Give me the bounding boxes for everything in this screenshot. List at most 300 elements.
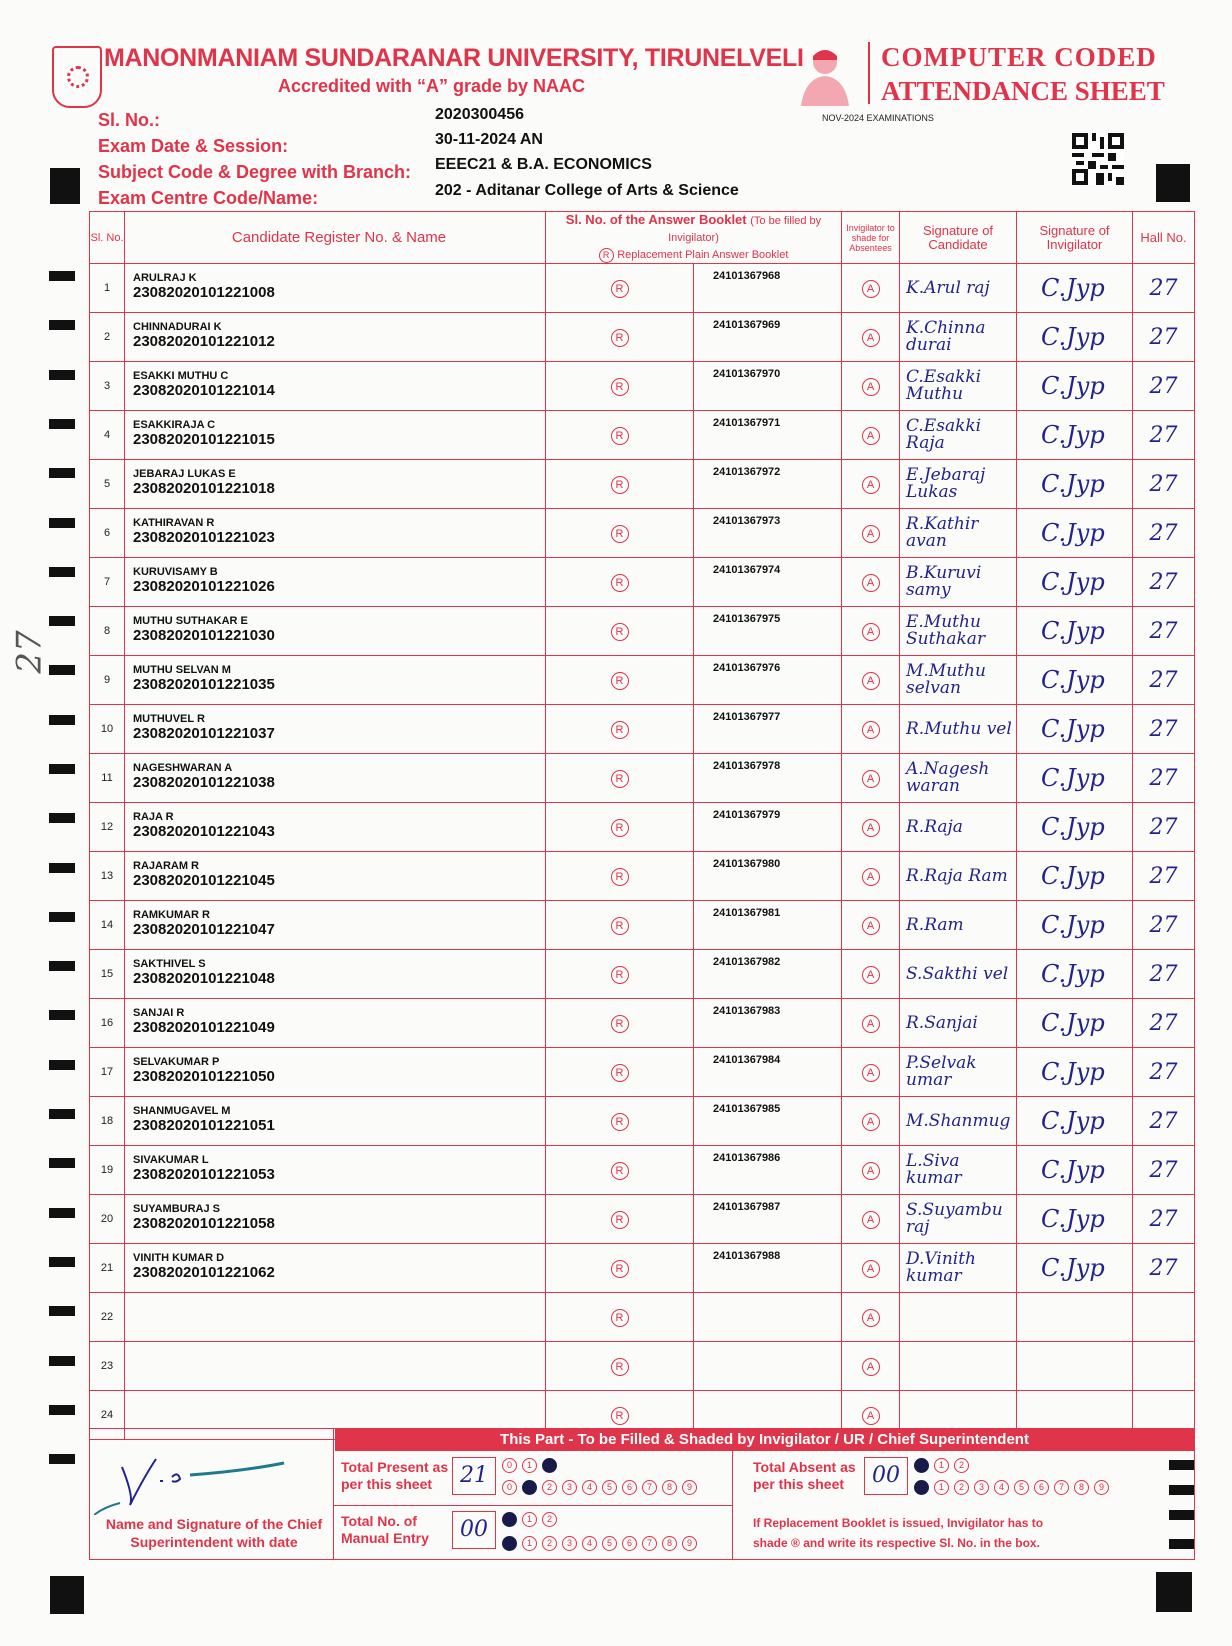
digit-bubble[interactable]: 4 — [994, 1480, 1009, 1495]
absent-bubble[interactable]: A — [862, 1064, 880, 1082]
absent-cell[interactable] — [842, 558, 900, 607]
invigilator-signature-cell — [1017, 999, 1133, 1048]
table-row — [90, 852, 1195, 901]
university-name: MANONMANIAM SUNDARANAR UNIVERSITY, TIRUNELVELI — [104, 44, 804, 72]
booklet-cell — [694, 705, 842, 754]
table-row — [90, 1146, 1195, 1195]
replacement-bubble[interactable]: R — [611, 623, 629, 641]
manual-entry-box[interactable]: 00 — [452, 1511, 496, 1549]
hall-number: 27 — [1149, 1059, 1178, 1085]
timing-mark — [49, 419, 75, 429]
accreditation-text: Accredited with “A” grade by NAAC — [278, 76, 586, 96]
table-row — [90, 1244, 1195, 1293]
timing-mark — [49, 1109, 75, 1119]
booklet-cell — [694, 950, 842, 999]
table-header-row — [90, 212, 1195, 264]
candidate-signature: R.Sanjai — [906, 1012, 978, 1033]
replacement-bubble[interactable]: R — [611, 1309, 629, 1327]
absent-cell[interactable] — [842, 607, 900, 656]
digit-bubble[interactable]: 5 — [1014, 1480, 1029, 1495]
absent-bubble[interactable]: A — [862, 917, 880, 935]
replacement-bubble[interactable]: R — [611, 427, 629, 445]
absent-cell[interactable] — [842, 362, 900, 411]
timing-mark — [49, 715, 75, 725]
replacement-bubble[interactable]: R — [611, 1260, 629, 1278]
digit-bubble[interactable]: 3 — [562, 1480, 577, 1495]
replacement-cell[interactable] — [546, 607, 694, 656]
candidate-signature: K.Arul raj — [906, 277, 990, 298]
absent-bubble[interactable]: A — [862, 623, 880, 641]
row-sl: 12 — [90, 803, 125, 852]
candidate-signature-cell — [900, 558, 1017, 607]
hall-number: 27 — [1149, 1157, 1178, 1183]
candidate-cell — [125, 558, 546, 607]
candidate-signature: E.Jebaraj Lukas — [906, 465, 986, 502]
digit-bubble[interactable]: 5 — [602, 1536, 617, 1551]
row-sl: 6 — [90, 509, 125, 558]
booklet-cell — [694, 509, 842, 558]
replacement-cell[interactable] — [546, 509, 694, 558]
candidate-cell — [125, 1048, 546, 1097]
subject-value: EEEC21 & B.A. ECONOMICS — [435, 156, 652, 173]
invigilator-signature-cell — [1017, 1097, 1133, 1146]
invigilator-signature: C.Jyp — [1041, 1156, 1105, 1184]
digit-bubble[interactable]: 4 — [582, 1480, 597, 1495]
timing-mark — [49, 1010, 75, 1020]
digit-bubble[interactable]: 0 — [502, 1512, 517, 1527]
hall-number: 27 — [1149, 618, 1178, 644]
replacement-bubble[interactable]: R — [611, 1113, 629, 1131]
digit-bubble[interactable]: 9 — [682, 1480, 697, 1495]
absent-cell[interactable] — [842, 803, 900, 852]
qr-code — [1072, 133, 1124, 185]
header-hall: Hall No. — [1133, 212, 1195, 264]
candidate-signature-cell — [900, 362, 1017, 411]
total-absent-tens-bubbles[interactable] — [914, 1455, 974, 1473]
absent-cell[interactable] — [842, 509, 900, 558]
table-row — [90, 607, 1195, 656]
digit-bubble[interactable]: 1 — [522, 1458, 537, 1473]
digit-bubble[interactable]: 7 — [642, 1480, 657, 1495]
total-absent-box[interactable]: 00 — [864, 1457, 908, 1495]
absent-cell[interactable] — [842, 705, 900, 754]
replacement-cell[interactable] — [546, 1342, 694, 1391]
candidate-name: MUTHU SUTHAKAR E — [133, 614, 248, 627]
digit-bubble[interactable]: 2 — [542, 1480, 557, 1495]
booklet-number: 24101367972 — [713, 466, 781, 478]
digit-bubble[interactable]: 8 — [1074, 1480, 1089, 1495]
manual-entry-units-bubbles[interactable] — [502, 1533, 702, 1551]
booklet-cell — [694, 999, 842, 1048]
absent-bubble[interactable]: A — [862, 1358, 880, 1376]
register-number: 23082020101221058 — [133, 1214, 275, 1232]
table-row — [90, 1048, 1195, 1097]
invigilator-signature: C.Jyp — [1041, 911, 1105, 939]
hall-cell — [1133, 509, 1195, 558]
invigilator-signature: C.Jyp — [1041, 274, 1105, 302]
candidate-signature: S.Sakthi vel — [906, 963, 1009, 984]
replacement-bubble[interactable]: R — [611, 770, 629, 788]
replacement-cell[interactable] — [546, 999, 694, 1048]
replacement-bubble[interactable]: R — [611, 525, 629, 543]
absent-bubble[interactable]: A — [862, 966, 880, 984]
absent-cell[interactable] — [842, 1293, 900, 1342]
replacement-cell[interactable] — [546, 411, 694, 460]
absent-cell[interactable] — [842, 1097, 900, 1146]
absent-cell[interactable] — [842, 999, 900, 1048]
hall-number: 27 — [1149, 667, 1178, 693]
absent-bubble[interactable]: A — [862, 1407, 880, 1425]
invigilator-signature: C.Jyp — [1041, 862, 1105, 890]
absent-cell[interactable] — [842, 411, 900, 460]
replacement-bubble[interactable]: R — [611, 1211, 629, 1229]
digit-bubble[interactable]: 8 — [662, 1480, 677, 1495]
row-sl: 3 — [90, 362, 125, 411]
absent-cell[interactable] — [842, 754, 900, 803]
booklet-cell — [694, 1097, 842, 1146]
row-sl: 17 — [90, 1048, 125, 1097]
absent-bubble[interactable]: A — [862, 1162, 880, 1180]
candidate-signature-cell — [900, 460, 1017, 509]
replacement-bubble[interactable]: R — [611, 868, 629, 886]
invigilator-signature: C.Jyp — [1041, 1254, 1105, 1282]
candidate-signature: R.Kathir avan — [906, 514, 979, 551]
invigilator-signature: C.Jyp — [1041, 1058, 1105, 1086]
manual-entry-label: Total No. of Manual Entry — [341, 1513, 429, 1546]
replacement-cell[interactable] — [546, 558, 694, 607]
replacement-cell[interactable] — [546, 656, 694, 705]
invigilator-signature-cell — [1017, 362, 1133, 411]
replacement-bubble[interactable]: R — [611, 280, 629, 298]
absent-bubble[interactable]: A — [862, 1309, 880, 1327]
candidate-signature-cell — [900, 656, 1017, 705]
row-sl: 9 — [90, 656, 125, 705]
digit-bubble[interactable]: 2 — [542, 1512, 557, 1527]
booklet-cell — [694, 901, 842, 950]
sl-no-value: 2020300456 — [435, 106, 524, 123]
digit-bubble[interactable]: 5 — [602, 1480, 617, 1495]
booklet-cell — [694, 460, 842, 509]
digit-bubble[interactable]: 2 — [542, 1458, 557, 1473]
replacement-cell[interactable] — [546, 1146, 694, 1195]
invigilator-signature-cell — [1017, 509, 1133, 558]
centre-label: Exam Centre Code/Name: — [98, 188, 319, 208]
replacement-cell[interactable] — [546, 1195, 694, 1244]
invigilator-signature: C.Jyp — [1041, 764, 1105, 792]
digit-bubble[interactable]: 3 — [562, 1536, 577, 1551]
register-number: 23082020101221062 — [133, 1263, 275, 1281]
timing-mark — [49, 813, 75, 823]
absent-bubble[interactable]: A — [862, 574, 880, 592]
invigilator-signature: C.Jyp — [1041, 1009, 1105, 1037]
booklet-number: 24101367983 — [713, 1005, 781, 1017]
total-present-units-bubbles[interactable] — [502, 1477, 702, 1495]
row-sl: 13 — [90, 852, 125, 901]
replacement-bubble[interactable]: R — [611, 1064, 629, 1082]
booklet-number: 24101367975 — [713, 613, 781, 625]
absent-cell[interactable] — [842, 901, 900, 950]
timing-mark — [49, 863, 75, 873]
timing-mark — [49, 912, 75, 922]
header-divider — [868, 42, 870, 104]
absent-cell[interactable] — [842, 1195, 900, 1244]
centre-value: 202 - Aditanar College of Arts & Science — [435, 182, 739, 199]
invigilator-signature: C.Jyp — [1041, 470, 1105, 498]
header-booklet-sub: Replacement Plain Answer Booklet — [617, 249, 789, 261]
hall-number: 27 — [1149, 275, 1178, 301]
replacement-bubble[interactable]: R — [611, 574, 629, 592]
absent-bubble[interactable]: A — [862, 1015, 880, 1033]
booklet-cell — [694, 313, 842, 362]
hall-cell — [1133, 313, 1195, 362]
absent-cell[interactable] — [842, 1342, 900, 1391]
register-number: 23082020101221049 — [133, 1018, 275, 1036]
absent-bubble[interactable]: A — [862, 476, 880, 494]
register-number: 23082020101221050 — [133, 1067, 275, 1085]
footer-divider — [333, 1505, 733, 1506]
candidate-signature: D.Vinith kumar — [906, 1249, 977, 1286]
candidate-name: MUTHU SELVAN M — [133, 663, 231, 676]
digit-bubble[interactable]: 1 — [522, 1512, 537, 1527]
row-sl: 24 — [90, 1391, 125, 1440]
replacement-bubble[interactable]: R — [611, 721, 629, 739]
absent-cell[interactable] — [842, 264, 900, 313]
replacement-cell[interactable] — [546, 264, 694, 313]
total-absent-units-bubbles[interactable] — [914, 1477, 1114, 1495]
booklet-cell — [694, 558, 842, 607]
absent-bubble[interactable]: A — [862, 1113, 880, 1131]
absent-cell[interactable] — [842, 460, 900, 509]
replacement-cell[interactable] — [546, 1293, 694, 1342]
candidate-cell — [125, 901, 546, 950]
digit-bubble[interactable]: 1 — [522, 1480, 537, 1495]
replacement-bubble[interactable]: R — [611, 1015, 629, 1033]
digit-bubble[interactable]: 1 — [934, 1458, 949, 1473]
replacement-cell[interactable] — [546, 1244, 694, 1293]
hall-cell — [1133, 705, 1195, 754]
hall-number: 27 — [1149, 1206, 1178, 1232]
digit-bubble[interactable]: 2 — [954, 1480, 969, 1495]
table-row — [90, 1097, 1195, 1146]
replacement-bubble[interactable]: R — [611, 1162, 629, 1180]
candidate-cell — [125, 1342, 546, 1391]
table-row — [90, 1342, 1195, 1391]
digit-bubble[interactable]: 0 — [502, 1458, 517, 1473]
replacement-bubble[interactable]: R — [611, 819, 629, 837]
candidate-signature: R.Muthu vel — [906, 718, 1012, 739]
booklet-number: 24101367981 — [713, 907, 781, 919]
candidate-name: RAMKUMAR R — [133, 908, 210, 921]
timing-mark — [49, 1454, 75, 1464]
replacement-cell[interactable] — [546, 460, 694, 509]
absent-cell[interactable] — [842, 950, 900, 999]
row-sl: 21 — [90, 1244, 125, 1293]
booklet-number: 24101367970 — [713, 368, 781, 380]
digit-bubble[interactable]: 1 — [522, 1536, 537, 1551]
replacement-bubble[interactable]: R — [611, 1358, 629, 1376]
replacement-cell[interactable] — [546, 803, 694, 852]
table-row — [90, 705, 1195, 754]
digit-bubble[interactable]: 9 — [1094, 1480, 1109, 1495]
register-number: 23082020101221030 — [133, 626, 275, 644]
booklet-number: 24101367980 — [713, 858, 781, 870]
absent-bubble[interactable]: A — [862, 770, 880, 788]
replacement-bubble[interactable]: R — [611, 476, 629, 494]
absent-cell[interactable] — [842, 852, 900, 901]
replacement-bubble[interactable]: R — [611, 672, 629, 690]
hall-cell — [1133, 852, 1195, 901]
replacement-cell[interactable] — [546, 1048, 694, 1097]
digit-bubble[interactable]: 6 — [1034, 1480, 1049, 1495]
candidate-cell — [125, 313, 546, 362]
candidate-signature-cell — [900, 1195, 1017, 1244]
replacement-bubble[interactable]: R — [611, 329, 629, 347]
sl-no-label: Sl. No.: — [98, 110, 160, 130]
total-present-tens-bubbles[interactable] — [502, 1455, 562, 1473]
digit-bubble[interactable]: 0 — [502, 1536, 517, 1551]
table-row — [90, 411, 1195, 460]
booklet-cell — [694, 754, 842, 803]
table-row — [90, 950, 1195, 999]
header-booklet-title: Sl. No. of the Answer Booklet — [565, 212, 747, 227]
absent-bubble[interactable]: A — [862, 868, 880, 886]
digit-bubble[interactable]: 7 — [642, 1536, 657, 1551]
timing-mark — [49, 1257, 75, 1267]
digit-bubble[interactable]: 0 — [914, 1480, 929, 1495]
candidate-cell — [125, 705, 546, 754]
booklet-number: 24101367977 — [713, 711, 781, 723]
candidate-name: ESAKKIRAJA C — [133, 418, 216, 431]
absent-cell[interactable] — [842, 1244, 900, 1293]
replacement-cell[interactable] — [546, 754, 694, 803]
replacement-bubble[interactable]: R — [611, 917, 629, 935]
digit-bubble[interactable]: 9 — [682, 1536, 697, 1551]
candidate-signature: M.Muthu selvan — [906, 661, 986, 698]
registration-mark — [1156, 1572, 1192, 1612]
candidate-signature: S.Suyambu raj — [906, 1200, 1003, 1237]
replacement-note: If Replacement Booklet is issued, Invigilator has to shade ® and write its respective Sl. No. in the box. — [753, 1516, 1044, 1550]
replacement-cell[interactable] — [546, 705, 694, 754]
attendance-table — [89, 211, 1195, 1440]
absent-bubble[interactable]: A — [862, 280, 880, 298]
booklet-number: 24101367984 — [713, 1054, 781, 1066]
replacement-cell[interactable] — [546, 362, 694, 411]
invigilator-signature-cell — [1017, 852, 1133, 901]
invigilator-signature-cell — [1017, 558, 1133, 607]
invigilator-signature-cell — [1017, 705, 1133, 754]
digit-bubble[interactable]: 2 — [542, 1536, 557, 1551]
candidate-signature: P.Selvak umar — [906, 1053, 977, 1090]
absent-bubble[interactable]: A — [862, 819, 880, 837]
digit-bubble[interactable]: 6 — [622, 1536, 637, 1551]
candidate-cell — [125, 1244, 546, 1293]
row-sl: 2 — [90, 313, 125, 362]
digit-bubble[interactable]: 7 — [1054, 1480, 1069, 1495]
timing-mark — [49, 518, 75, 528]
candidate-name: SAKTHIVEL S — [133, 957, 206, 970]
row-sl: 16 — [90, 999, 125, 1048]
digit-bubble[interactable]: 1 — [934, 1480, 949, 1495]
hall-number: 27 — [1149, 765, 1178, 791]
candidate-signature: R.Raja — [906, 816, 963, 837]
candidate-cell — [125, 1146, 546, 1195]
hall-cell — [1133, 754, 1195, 803]
hall-number: 27 — [1149, 324, 1178, 350]
absent-bubble[interactable]: A — [862, 1211, 880, 1229]
candidate-signature: A.Nagesh waran — [906, 759, 990, 796]
manual-entry-tens-bubbles[interactable] — [502, 1509, 562, 1527]
footer-divider — [732, 1451, 733, 1559]
candidate-signature-cell — [900, 950, 1017, 999]
digit-bubble[interactable]: 3 — [974, 1480, 989, 1495]
candidate-name: KURUVISAMY B — [133, 565, 218, 578]
booklet-cell — [694, 264, 842, 313]
invigilator-signature: C.Jyp — [1041, 617, 1105, 645]
hall-cell — [1133, 1342, 1195, 1391]
booklet-number: 24101367973 — [713, 515, 781, 527]
hall-cell — [1133, 901, 1195, 950]
candidate-name: ESAKKI MUTHU C — [133, 369, 229, 382]
absent-cell[interactable] — [842, 313, 900, 362]
replacement-cell[interactable] — [546, 852, 694, 901]
candidate-signature: R.Raja Ram — [906, 865, 1008, 886]
invigilator-signature: C.Jyp — [1041, 519, 1105, 547]
absent-cell[interactable] — [842, 1146, 900, 1195]
booklet-cell — [694, 607, 842, 656]
absent-bubble[interactable]: A — [862, 525, 880, 543]
booklet-number: 24101367976 — [713, 662, 781, 674]
replacement-cell[interactable] — [546, 313, 694, 362]
total-present-box[interactable]: 21 — [452, 1457, 496, 1495]
hall-number: 27 — [1149, 1108, 1178, 1134]
timing-mark — [49, 271, 75, 281]
replacement-cell[interactable] — [546, 901, 694, 950]
register-number: 23082020101221045 — [133, 871, 275, 889]
candidate-name: RAJA R — [133, 810, 174, 823]
digit-bubble[interactable]: 6 — [622, 1480, 637, 1495]
replacement-bubble[interactable]: R — [611, 378, 629, 396]
invigilator-signature: C.Jyp — [1041, 323, 1105, 351]
candidate-signature-cell — [900, 852, 1017, 901]
chief-superintendent-label: Name and Signature of the Chief Superintendent with date — [105, 1516, 323, 1550]
digit-bubble[interactable]: 0 — [914, 1458, 929, 1473]
absent-cell[interactable] — [842, 656, 900, 705]
timing-mark — [49, 1356, 75, 1366]
absent-bubble[interactable]: A — [862, 1260, 880, 1278]
replacement-cell[interactable] — [546, 950, 694, 999]
booklet-cell — [694, 1195, 842, 1244]
table-row — [90, 901, 1195, 950]
digit-bubble[interactable]: 8 — [662, 1536, 677, 1551]
absent-bubble[interactable]: A — [862, 378, 880, 396]
absent-bubble[interactable]: A — [862, 672, 880, 690]
replacement-bubble[interactable]: R — [611, 966, 629, 984]
registration-mark — [1156, 164, 1190, 202]
replacement-cell[interactable] — [546, 1097, 694, 1146]
absent-bubble[interactable]: A — [862, 329, 880, 347]
candidate-signature-cell — [900, 509, 1017, 558]
absent-bubble[interactable]: A — [862, 721, 880, 739]
candidate-cell — [125, 852, 546, 901]
absent-bubble[interactable]: A — [862, 427, 880, 445]
hall-cell — [1133, 803, 1195, 852]
digit-bubble[interactable]: 4 — [582, 1536, 597, 1551]
digit-bubble[interactable]: 2 — [954, 1458, 969, 1473]
digit-bubble[interactable]: 0 — [502, 1480, 517, 1495]
absent-cell[interactable] — [842, 1048, 900, 1097]
hall-cell — [1133, 656, 1195, 705]
replacement-bubble[interactable]: R — [611, 1407, 629, 1425]
